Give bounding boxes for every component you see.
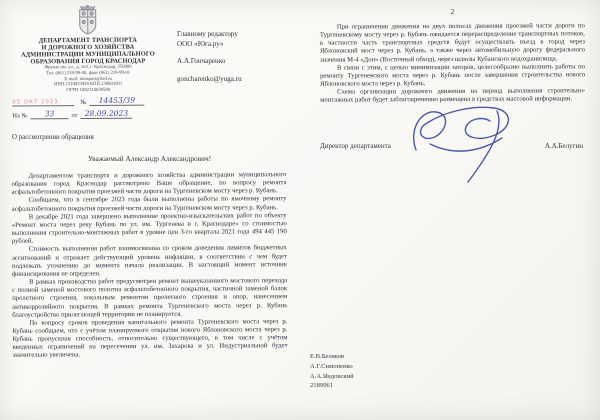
coat-of-arms-icon: [12, 4, 164, 35]
signature-icon: [400, 98, 550, 190]
page-number: 2: [450, 8, 455, 16]
letterhead-ogrn: ОГРН 1082310038580: [66, 87, 111, 93]
letterhead-email: E-mail: transport@krd.ru: [64, 76, 112, 82]
org-name-line: ДЕПАРТАМЕНТ ТРАНСПОРТА: [38, 36, 137, 45]
letterhead-address: Фрунзе им. ул., д. 163, г. Краснодар, 350000: [44, 65, 132, 71]
ref-ot-label: от: [71, 112, 78, 120]
letterhead-inn-kpp: ИНН 2310033028 КПП 230801001: [54, 81, 123, 88]
letter-body-page2: [320, 22, 585, 105]
paragraph: При ограничении движения на двух полосах движения проезжей части дороги по Тургеневскому мосту через р. Кубань ожидается перераспределение транспортных потоков, в частности часть транспортных средств будут осуществлять въезд в город через Яблоновский мост через р. Кубань, а также через автомобильную дорогу федерального значения М-4 «Дон» (Восточный обход), через шлюзы Кубанского водохранилища.: [319, 22, 585, 64]
paragraph: В декабре 2021 года завершено выполнение проектно-изыскательских работ по объекту «Ремонт моста через реку Кубань по ул. им. Тургенева в г. Краснодаре» со стоимостью выполнения строительно-монтажных работ в уровне цен 3-го квартала 2021 года 494 445 190 рублей.: [11, 212, 287, 246]
paragraph: Схема организации дорожного движения на период выполнения строительно-монтажных работ будет заблаговременно размещена в средствах массовой информации.: [320, 87, 586, 105]
date-stamp: 05 ОКТ 2023: [12, 99, 59, 106]
paragraph: В связи с этим, с целью минимизации заторов, целесообразно выполнить работы по ремонту Тургеневского моста через р. Кубань после завершения строительства нового Яблоновского моста через р. Кубань.: [320, 63, 586, 88]
spacer: [177, 49, 284, 57]
paragraph: Стоимость выполнения работ взаимосвязана со сроком доведения лимитов бюджетных ассигнований и отражает действующий уровень инфляции, в соответствии с чем будет подлежать уточнению до момента начала реализации. В настоящий момент источник финансирования не определен.: [11, 244, 288, 279]
paragraph: По вопросу сроков проведения капитального ремонта Тургеневского моста через р. Кубань сообщаем, что с учётом планируемого открытия нового Яблоновского моста через р. Кубань пропускная способность, относительно существующего, в том числе с учётом введенных ограничений на пересечении ул. им. Захарова и ул. Индустриальной будет значительно увеличена.: [12, 318, 288, 360]
signoff-row: [320, 142, 585, 150]
addressee-email: goncharenko@yuga.ru: [177, 74, 242, 83]
executor-phone: 2189961: [310, 382, 334, 390]
number-label: №: [80, 99, 87, 107]
executor-line: А.Г.Симоненко: [310, 362, 353, 370]
letterhead: [12, 4, 165, 119]
addressee-title: Главному редактору: [177, 30, 238, 38]
executor-line: Е.В.Беляков: [310, 353, 345, 360]
paragraph: В рамках производства работ предусмотрен ремонт вышеуказанного мостового перехода с полной заменой мостового полотна асфальтобетонного покрытия, частичной заменой балок пролетного строения, локальным ремонтом пролетного строения и опор, нанесением антикоррозийного покрытия. В рамках ремонта Тургеневского моста через р. Кубань благоустройство прилегающей территории не планируется.: [12, 277, 288, 319]
ref-number-handwritten: 33: [44, 109, 55, 119]
org-name-line: ОБРАЗОВАНИЯ ГОРОД КРАСНОДАР: [30, 57, 146, 66]
ref-date-handwritten: 28.09.2023: [84, 109, 129, 119]
page-2: [300, 0, 600, 420]
letterhead-header: [12, 5, 287, 119]
spacer: [177, 67, 284, 75]
org-name-line: И ДОРОЖНОГО ХОЗЯЙСТВА: [41, 43, 135, 52]
outgoing-number-row: [12, 97, 164, 107]
reference-number-row: [12, 110, 164, 120]
paragraph: Департаментом транспорта и дорожного хозяйства администрации муниципального образования город Краснодар рассмотрено Ваше обращение, по вопросу ремонта асфальтобетонного покрытия проезжей части дороги на Тургеневском мосту через р. Кубань.: [11, 171, 287, 197]
salutation: Уважаемый Александр Александрович!: [87, 154, 212, 164]
executors-block: [310, 352, 354, 391]
org-name-line: АДМИНИСТРАЦИИ МУНИЦИПАЛЬНОГО: [21, 50, 155, 59]
signoff-position: Директор департамента: [320, 141, 391, 150]
letter-body-page1: [11, 172, 287, 361]
subject-line: О рассмотрении обращения: [12, 134, 94, 142]
paragraph: Сообщаем, что в сентябре 2023 года были выполнены работы по ямочному ремонту асфальтобетонного покрытия проезжей части дороги на Тургеневском мосту через р. Кубань.: [11, 195, 287, 213]
signoff-name: А.А.Белугин: [544, 141, 583, 150]
outgoing-number-handwritten: 14453/39: [98, 96, 136, 106]
letterhead-phone: Тел. (861) 218-99-00, факс (861) 218-99-01: [46, 70, 131, 77]
ref-label: На №: [12, 112, 28, 120]
addressee-block: [164, 5, 284, 119]
executor-line: А.А.Яндовский: [310, 372, 354, 380]
addressee-org: ООО «Юга.ру»: [177, 39, 224, 48]
addressee-person: А.А.Гончаренко: [177, 57, 226, 66]
